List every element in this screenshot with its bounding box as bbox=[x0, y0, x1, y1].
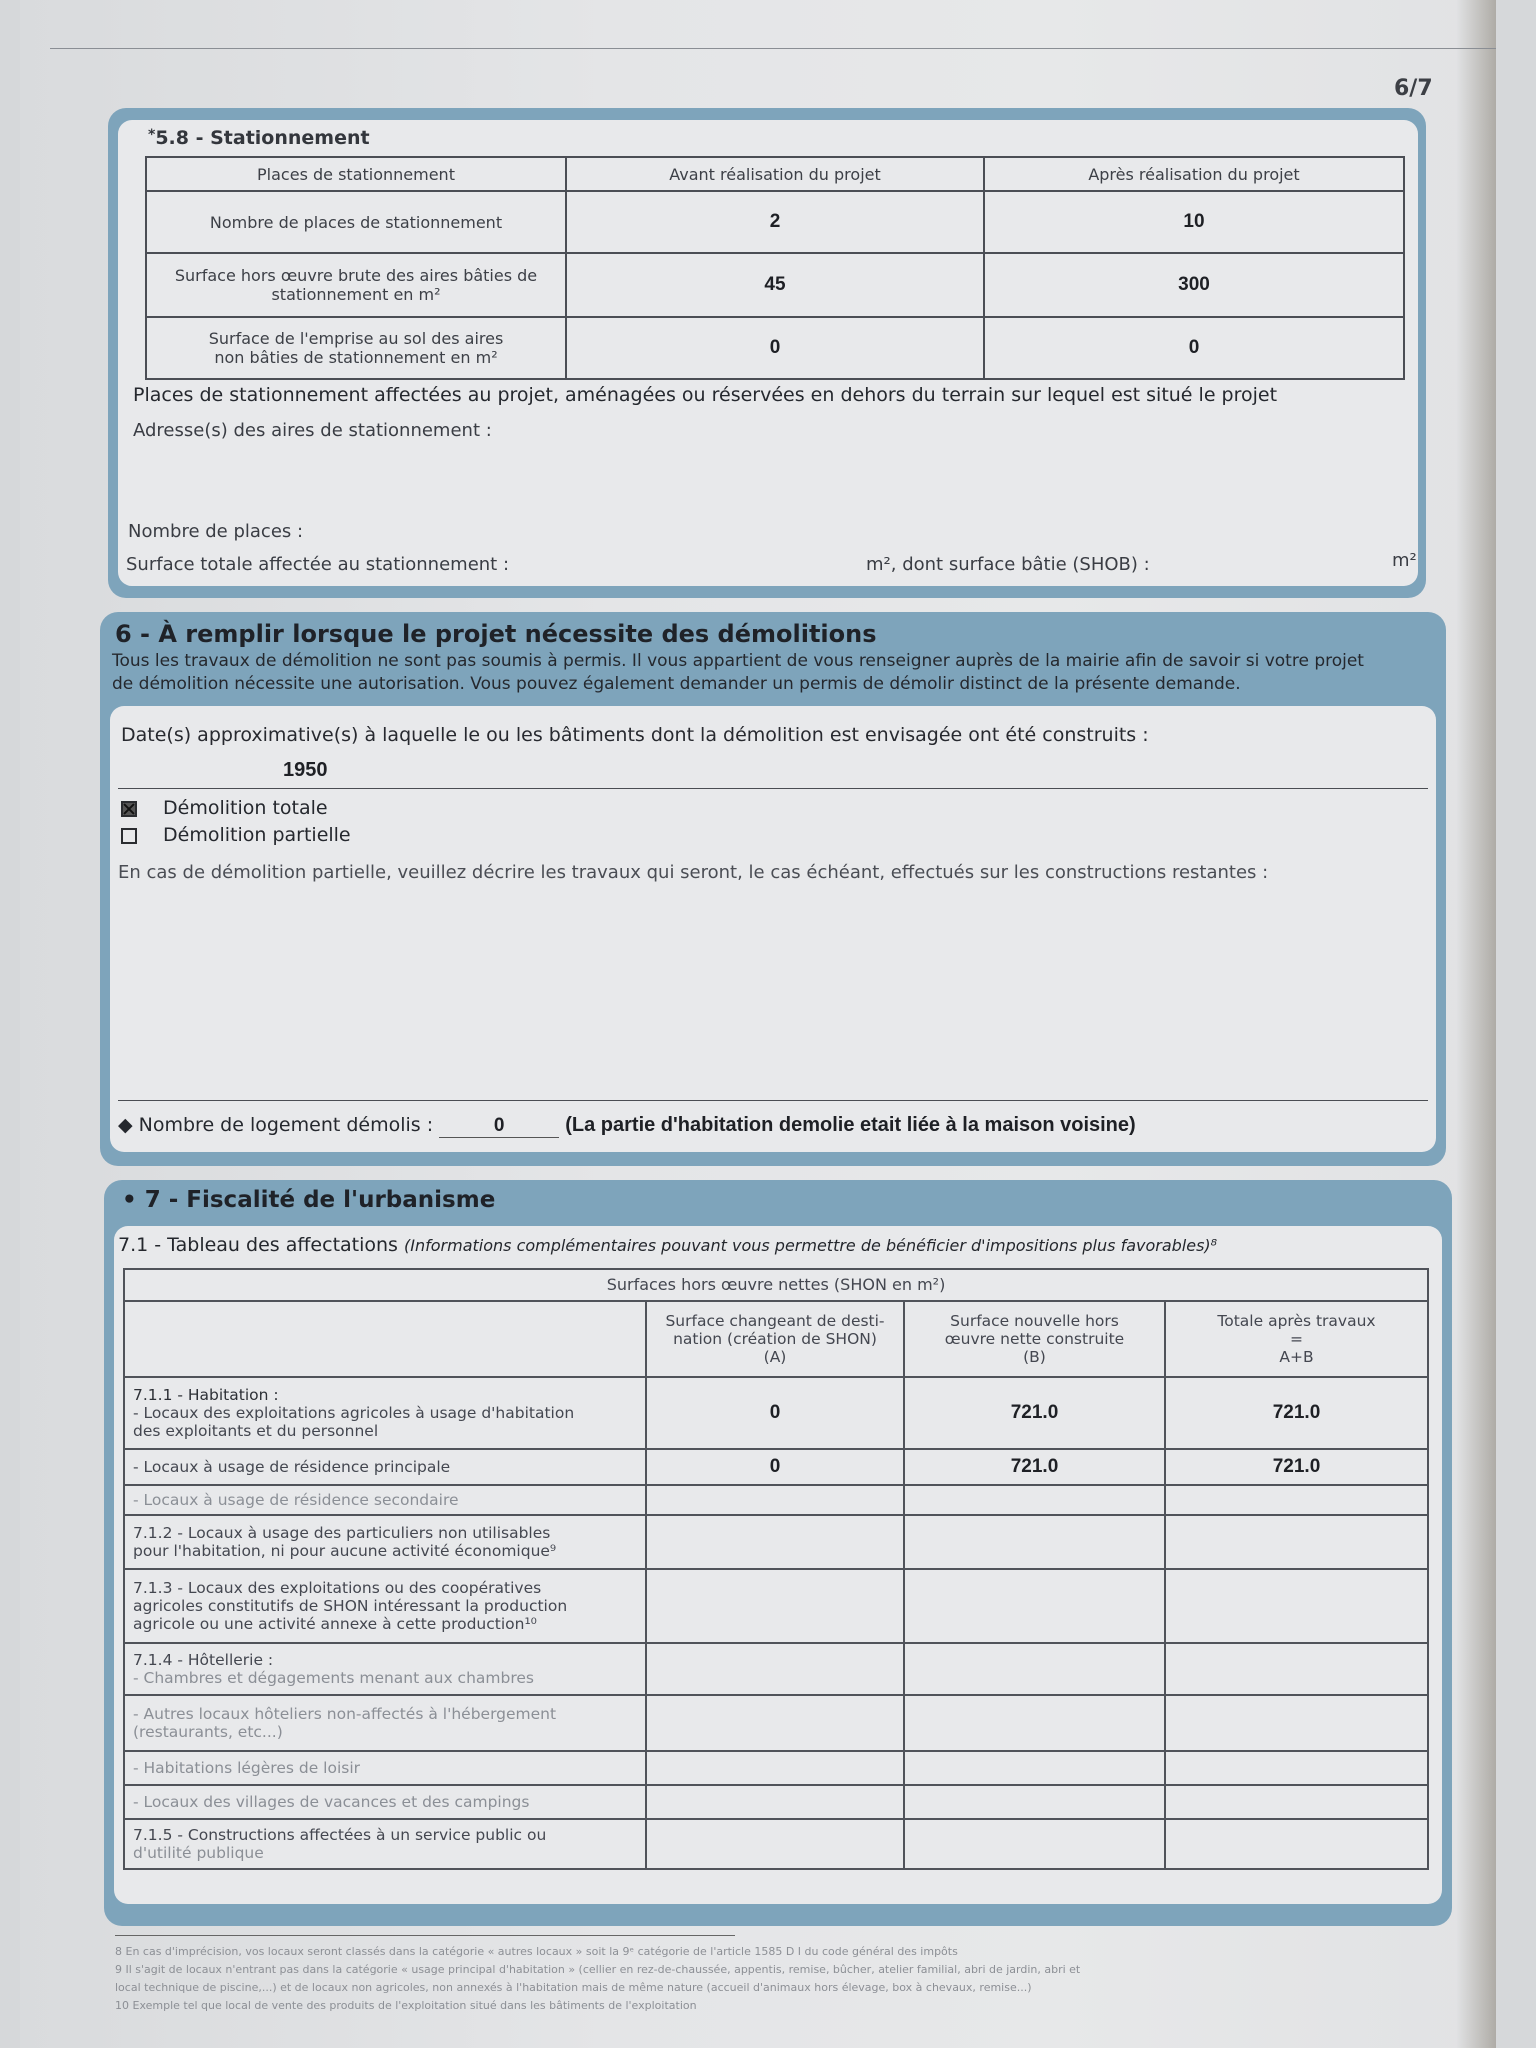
section-6-intro-line2: de démolition nécessite une autorisation. Vous pouvez également demander un permis de démolir distinct de la présente demande. bbox=[112, 674, 1241, 694]
section-6-intro-line1: Tous les travaux de démolition ne sont pas soumis à permis. Il vous appartient de vous renseigner auprès de la mairie afin de savoir si votre projet bbox=[112, 651, 1364, 671]
section-7-title: • 7 - Fiscalité de l'urbanisme bbox=[122, 1187, 496, 1213]
option-demolition-totale[interactable] bbox=[121, 797, 328, 819]
col-a-line3: (A) bbox=[763, 1348, 787, 1366]
footnote-9: 9 Il s'agit de locaux n'entrant pas dans la catégorie « usage principal d'habitation » (cellier en rez-de-chaussée, appentis, remise, bûcher, atelier familial, abri de jardin, abri et bbox=[115, 1963, 1081, 1976]
cell-a[interactable] bbox=[646, 1515, 904, 1569]
cell-total[interactable] bbox=[1165, 1819, 1428, 1869]
option-demolition-totale-label: Démolition totale bbox=[163, 797, 328, 819]
row-label-line2: agricoles constitutifs de SHON intéressant la production bbox=[133, 1597, 568, 1615]
row-label-line3: des exploitants et du personnel bbox=[133, 1422, 379, 1440]
row-label-line2: non bâties de stationnement en m² bbox=[214, 348, 498, 367]
logements-demolis-label: ◆ Nombre de logement démolis : bbox=[118, 1114, 434, 1136]
cell-a[interactable] bbox=[646, 1695, 904, 1751]
row-label-line1: Surface hors œuvre brute des aires bâties de bbox=[174, 266, 538, 285]
row-label-line1: 7.1.3 - Locaux des exploitations ou des coopératives bbox=[133, 1579, 542, 1597]
table-row bbox=[124, 1751, 1428, 1785]
table-row bbox=[124, 1569, 1428, 1643]
col-t-line3: A+B bbox=[1279, 1348, 1314, 1366]
row-label-line2: - Chambres et dégagements menant aux chambres bbox=[133, 1669, 534, 1687]
row-label-line1: 7.1.2 - Locaux à usage des particuliers non utilisables bbox=[133, 1524, 551, 1542]
checkbox-demolition-partielle[interactable] bbox=[121, 828, 137, 844]
cell-apres-emprise[interactable]: 0 bbox=[984, 317, 1404, 379]
cell-a[interactable] bbox=[646, 1643, 904, 1695]
cell-a[interactable]: 0 bbox=[646, 1377, 904, 1449]
col-b-line3: (B) bbox=[1023, 1348, 1046, 1366]
cell-b[interactable] bbox=[904, 1643, 1165, 1695]
shon-header: Surfaces hors œuvre nettes (SHON en m²) bbox=[124, 1269, 1428, 1301]
cell-total[interactable] bbox=[1165, 1485, 1428, 1515]
logements-demolis-note: (La partie d'habitation demolie etait liée à la maison voisine) bbox=[565, 1114, 1136, 1136]
col-t-line2: = bbox=[1290, 1330, 1303, 1348]
places-field-label[interactable]: Nombre de places : bbox=[128, 521, 304, 542]
col-header-apres: Après réalisation du projet bbox=[984, 157, 1404, 191]
affectations-header bbox=[124, 1269, 1428, 1301]
row-label bbox=[124, 1377, 646, 1449]
cell-b[interactable]: 721.0 bbox=[904, 1449, 1165, 1485]
col-header-avant: Avant réalisation du projet bbox=[566, 157, 984, 191]
col-header-places: Places de stationnement bbox=[146, 157, 566, 191]
cell-b[interactable] bbox=[904, 1485, 1165, 1515]
row-label: - Habitations légères de loisir bbox=[124, 1751, 646, 1785]
row-label: - Locaux à usage de résidence principale bbox=[124, 1449, 646, 1485]
logements-demolis-value: 0 bbox=[493, 1115, 505, 1136]
cell-a[interactable] bbox=[646, 1785, 904, 1819]
page-edge-shadow bbox=[1456, 0, 1496, 2048]
cell-avant-places[interactable]: 2 bbox=[566, 191, 984, 253]
col-b-line1: Surface nouvelle hors bbox=[950, 1312, 1119, 1330]
row-label bbox=[124, 1695, 646, 1751]
dates-label: Date(s) approximative(s) à laquelle le ou les bâtiments dont la démolition est envisagée ont été construits : bbox=[121, 724, 1149, 746]
col-a-line1: Surface changeant de desti- bbox=[665, 1312, 885, 1330]
cell-total[interactable]: 721.0 bbox=[1165, 1377, 1428, 1449]
cell-b[interactable] bbox=[904, 1751, 1165, 1785]
cell-b[interactable] bbox=[904, 1785, 1165, 1819]
logements-demolis-row bbox=[118, 1114, 1136, 1138]
dates-value[interactable]: 1950 bbox=[283, 759, 328, 781]
outside-parking-heading: Places de stationnement affectées au projet, aménagées ou réservées en dehors du terrain sur lequel est situé le projet bbox=[133, 384, 1278, 406]
cell-a[interactable] bbox=[646, 1569, 904, 1643]
parking-table bbox=[145, 156, 1405, 380]
cell-a[interactable]: 0 bbox=[646, 1449, 904, 1485]
dates-underline bbox=[118, 788, 1428, 789]
cell-b[interactable]: 721.0 bbox=[904, 1377, 1165, 1449]
table-row bbox=[124, 1643, 1428, 1695]
table-71-title bbox=[118, 1234, 1217, 1256]
cell-b[interactable] bbox=[904, 1569, 1165, 1643]
row-label-line1: 7.1.5 - Constructions affectées à un service public ou bbox=[133, 1826, 547, 1844]
footnote-10: 10 Exemple tel que local de vente des produits de l'exploitation situé dans les bâtiments de l'exploitation bbox=[115, 1999, 697, 2012]
option-demolition-partielle-label: Démolition partielle bbox=[163, 824, 351, 846]
table-71-note: (Informations complémentaires pouvant vous permettre de bénéficier d'impositions plus favorables)⁸ bbox=[404, 1236, 1218, 1255]
cell-total[interactable] bbox=[1165, 1515, 1428, 1569]
row-label bbox=[124, 1515, 646, 1569]
affectations-table bbox=[123, 1268, 1429, 1870]
table-row bbox=[124, 1695, 1428, 1751]
partial-description-label[interactable]: En cas de démolition partielle, veuillez décrire les travaux qui seront, le cas échéant, effectués sur les constructions restantes : bbox=[118, 862, 1269, 883]
table-row bbox=[124, 1785, 1428, 1819]
row-label-line2: pour l'habitation, ni pour aucune activité économique⁹ bbox=[133, 1542, 557, 1560]
col-b-line2: œuvre nette construite bbox=[944, 1330, 1125, 1348]
row-label-line1: 7.1.4 - Hôtellerie : bbox=[133, 1651, 274, 1669]
cell-apres-places[interactable]: 10 bbox=[984, 191, 1404, 253]
parking-table-header bbox=[146, 157, 1404, 191]
table-71-title-text: 7.1 - Tableau des affectations bbox=[118, 1234, 398, 1256]
cell-b[interactable] bbox=[904, 1515, 1165, 1569]
section-58-marker: * bbox=[148, 127, 156, 143]
table-row bbox=[124, 1377, 1428, 1449]
row-label-line1: 7.1.1 - Habitation : bbox=[133, 1386, 279, 1404]
checkbox-demolition-totale[interactable] bbox=[121, 801, 137, 817]
cell-b[interactable] bbox=[904, 1695, 1165, 1751]
col-a-line2: nation (création de SHON) bbox=[673, 1330, 877, 1348]
table-row bbox=[146, 253, 1404, 317]
table-row bbox=[124, 1819, 1428, 1869]
row-label bbox=[124, 1819, 646, 1869]
page-number: 6/7 bbox=[1394, 76, 1433, 101]
row-label-line1: - Autres locaux hôteliers non-affectés à l'hébergement bbox=[133, 1705, 557, 1723]
col-t-line1: Totale après travaux bbox=[1217, 1312, 1376, 1330]
row-label: Nombre de places de stationnement bbox=[146, 191, 566, 253]
cell-total[interactable] bbox=[1165, 1751, 1428, 1785]
row-label-line2: - Locaux des exploitations agricoles à usage d'habitation bbox=[133, 1404, 575, 1422]
cell-b[interactable] bbox=[904, 1819, 1165, 1869]
top-rule bbox=[50, 48, 1496, 49]
row-label-line2: stationnement en m² bbox=[271, 285, 441, 304]
empty-header-cell bbox=[124, 1301, 646, 1377]
footnote-9-cont: local technique de piscine,...) et de locaux non agricoles, non annexés à l'habitation mais de même nature (accueil d'animaux hors élevage, box à chevaux, remise...) bbox=[115, 1981, 1032, 1994]
footnote-8: 8 En cas d'imprécision, vos locaux seront classés dans la catégorie « autres locaux » soit la 9ᵉ catégorie de l'article 1585 D I du code général des impôts bbox=[115, 1945, 958, 1958]
address-field-label[interactable]: Adresse(s) des aires de stationnement : bbox=[133, 420, 492, 441]
cell-a[interactable] bbox=[646, 1751, 904, 1785]
table-row bbox=[146, 191, 1404, 253]
section-58-title-text: 5.8 - Stationnement bbox=[155, 127, 370, 149]
surface-shob-label[interactable]: m², dont surface bâtie (SHOB) : bbox=[866, 554, 1150, 575]
surface-shob-unit: m² bbox=[1392, 550, 1417, 571]
table-row bbox=[124, 1449, 1428, 1485]
cell-avant-surface-batie[interactable]: 45 bbox=[566, 253, 984, 317]
option-demolition-partielle[interactable] bbox=[121, 824, 351, 846]
row-label: - Locaux des villages de vacances et des campings bbox=[124, 1785, 646, 1819]
cell-a[interactable] bbox=[646, 1819, 904, 1869]
cell-a[interactable] bbox=[646, 1485, 904, 1515]
affectations-column-headers bbox=[124, 1301, 1428, 1377]
row-label-line3: agricole ou une activité annexe à cette production¹⁰ bbox=[133, 1615, 537, 1633]
row-label-line1: Surface de l'emprise au sol des aires bbox=[208, 329, 504, 348]
table-row bbox=[146, 317, 1404, 379]
section-6-intro bbox=[112, 650, 1422, 696]
section-6-title: 6 - À remplir lorsque le projet nécessite des démolitions bbox=[115, 620, 877, 648]
cell-avant-emprise[interactable]: 0 bbox=[566, 317, 984, 379]
row-label-line2: (restaurants, etc...) bbox=[133, 1723, 283, 1741]
cell-total[interactable]: 721.0 bbox=[1165, 1449, 1428, 1485]
cell-total[interactable] bbox=[1165, 1569, 1428, 1643]
row-label-line2: d'utilité publique bbox=[133, 1844, 264, 1862]
surface-total-label[interactable]: Surface totale affectée au stationnement : bbox=[126, 554, 510, 575]
cell-total[interactable] bbox=[1165, 1643, 1428, 1695]
footnote-rule bbox=[115, 1935, 735, 1936]
cell-apres-surface-batie[interactable]: 300 bbox=[984, 253, 1404, 317]
row-label bbox=[146, 317, 566, 379]
col-header-a bbox=[646, 1301, 904, 1377]
cell-total[interactable] bbox=[1165, 1695, 1428, 1751]
row-label: - Locaux à usage de résidence secondaire bbox=[124, 1485, 646, 1515]
logements-demolis-field[interactable] bbox=[439, 1114, 559, 1138]
cell-total[interactable] bbox=[1165, 1785, 1428, 1819]
table-row bbox=[124, 1515, 1428, 1569]
row-label bbox=[124, 1569, 646, 1643]
table-row bbox=[124, 1485, 1428, 1515]
section-58-title bbox=[148, 127, 370, 149]
description-bottom-rule bbox=[118, 1100, 1428, 1101]
col-header-b bbox=[904, 1301, 1165, 1377]
row-label bbox=[146, 253, 566, 317]
row-label bbox=[124, 1643, 646, 1695]
col-header-total bbox=[1165, 1301, 1428, 1377]
